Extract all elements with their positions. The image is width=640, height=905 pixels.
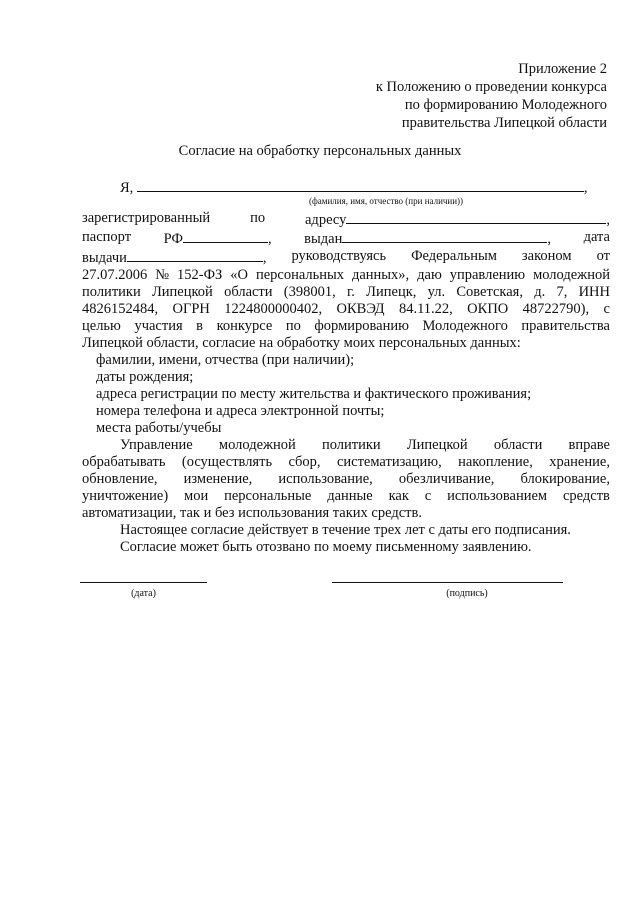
passport-line (82, 229, 610, 248)
word: Молодежного (422, 318, 508, 334)
appendix-number: Приложение 2 (518, 61, 607, 77)
word: хранение, (549, 454, 610, 470)
word: области (493, 437, 543, 453)
passport-issuer-blank[interactable] (342, 229, 547, 243)
word: целью (82, 318, 121, 334)
para2-line-4 (82, 488, 610, 505)
para1-line-5: Липецкой области, согласие на обработку моих персональных данных: (82, 335, 521, 351)
issue-word-5: от (596, 248, 610, 264)
word: формированию (314, 318, 409, 334)
fio-blank[interactable] (137, 178, 584, 192)
signature-caption: (подпись) (446, 588, 488, 599)
word: даю (417, 267, 442, 283)
date-caption: (дата) (131, 588, 156, 599)
para1-line-3 (82, 301, 610, 318)
word: молодежной (533, 267, 610, 283)
passport-comma-2: , (547, 231, 551, 247)
word: д. (534, 284, 546, 300)
consent-body (82, 178, 610, 556)
word: с (603, 301, 610, 317)
fio-suffix: , (583, 180, 588, 196)
word: участия (134, 318, 183, 334)
issue-comma: , (262, 250, 267, 266)
word: г. (346, 284, 355, 300)
word: использованием (447, 488, 548, 504)
issue-word-2: руководствуясь (291, 248, 387, 264)
fio-prefix: Я, (120, 180, 134, 196)
word: 84.11.22, (398, 301, 453, 317)
word: накопление, (458, 454, 533, 470)
word: ул. (427, 284, 446, 300)
word: политики (82, 284, 141, 300)
issue-word-4: законом (521, 248, 572, 264)
list-item: номера телефона и адреса электронной почты; (96, 403, 385, 419)
passport-issued-word: выдан (304, 231, 343, 247)
word: (осуществлять (181, 454, 273, 470)
issue-word-3: Федеральным (411, 248, 497, 264)
word: по (285, 318, 301, 334)
word: правительства (521, 318, 610, 334)
word: систематизацию, (336, 454, 442, 470)
word: данных», (351, 267, 410, 283)
word: (398001, (283, 284, 336, 300)
word: вправе (568, 437, 610, 453)
para1-line-1 (82, 267, 610, 284)
passport-comma-1: , (267, 231, 272, 247)
address-line (82, 210, 610, 229)
word: персональных (255, 267, 345, 283)
validity-paragraph: Настоящее согласие действует в течение трех лет с даты его подписания. (120, 522, 571, 538)
word: обрабатывать (82, 454, 166, 470)
passport-date-word: дата (583, 229, 610, 245)
word: блокирование, (520, 471, 610, 487)
word: в (196, 318, 204, 334)
word: Управление (120, 437, 193, 453)
appendix-header (376, 60, 607, 132)
word: «О (230, 267, 248, 283)
word: обезличивание, (398, 471, 495, 487)
passport-word-2: РФ (163, 231, 183, 247)
date-signature-line[interactable] (80, 582, 207, 583)
word: персональные (224, 488, 312, 504)
word: 27.07.2006 (82, 267, 148, 283)
word: с (424, 488, 432, 504)
document-title: Согласие на обработку персональных данных (178, 143, 462, 159)
word: 1224800000402, (224, 301, 323, 317)
word: 48722790), (522, 301, 590, 317)
revocation-paragraph: Согласие может быть отозвано по моему письменному заявлению. (120, 539, 532, 555)
list-item: даты рождения; (96, 369, 194, 385)
word: 7, (556, 284, 568, 300)
para1-line-4 (82, 318, 610, 335)
word: Липецкой (406, 437, 468, 453)
word: Липецк, (366, 284, 417, 300)
word: мои (184, 488, 209, 504)
appendix-subject: по формированию Молодежного (404, 97, 607, 113)
word: политики (321, 437, 381, 453)
word: изменение, (183, 471, 253, 487)
word: ИНН (578, 284, 610, 300)
list-item: адреса регистрации по месту жительства и фактического проживания; (96, 386, 532, 402)
appendix-regulation: к Положению о проведении конкурса (375, 79, 607, 95)
word: данные (327, 488, 373, 504)
word: средств (562, 488, 610, 504)
address-blank[interactable] (346, 210, 606, 224)
word: 4826152484, (82, 301, 159, 317)
address-word-2: по (250, 210, 266, 226)
word: молодежной (218, 437, 296, 453)
passport-word-1: паспорт (82, 229, 132, 245)
list-item: места работы/учебы (96, 420, 222, 436)
word: Липецкой (151, 284, 213, 300)
word: уничтожение) (82, 488, 169, 504)
para2-line-3 (82, 471, 610, 488)
word: использование, (278, 471, 373, 487)
address-suffix: , (606, 212, 610, 228)
word: ОКВЭД (336, 301, 385, 317)
para2-line-2 (82, 454, 610, 471)
word: № (155, 267, 170, 283)
fio-caption: (фамилия, имя, отчество (при наличии)) (308, 196, 464, 206)
word: обновление, (82, 471, 158, 487)
appendix-government: правительства Липецкой области (401, 115, 607, 131)
word: 152-ФЗ (177, 267, 223, 283)
word: Советская, (456, 284, 523, 300)
word: конкурсе (216, 318, 273, 334)
word: ОКПО (467, 301, 509, 317)
passport-number-blank[interactable] (183, 229, 268, 243)
issue-line (82, 248, 610, 267)
word: сбор, (288, 454, 321, 470)
issue-word-1: выдачи (82, 250, 127, 266)
word: области (224, 284, 273, 300)
address-word-1: зарегистрированный (82, 210, 211, 226)
word: ОГРН (172, 301, 210, 317)
word: управлению (449, 267, 526, 283)
para1-line-2 (82, 284, 610, 301)
para2-line-1 (82, 437, 610, 454)
issue-date-blank[interactable] (127, 248, 263, 262)
list-item: фамилии, имени, отчества (при наличии); (96, 352, 355, 368)
address-word-3: адресу (305, 212, 347, 228)
para2-line-5: автоматизации, так и без использования таких средств. (82, 505, 422, 521)
signature-line[interactable] (332, 582, 563, 583)
word: как (388, 488, 409, 504)
